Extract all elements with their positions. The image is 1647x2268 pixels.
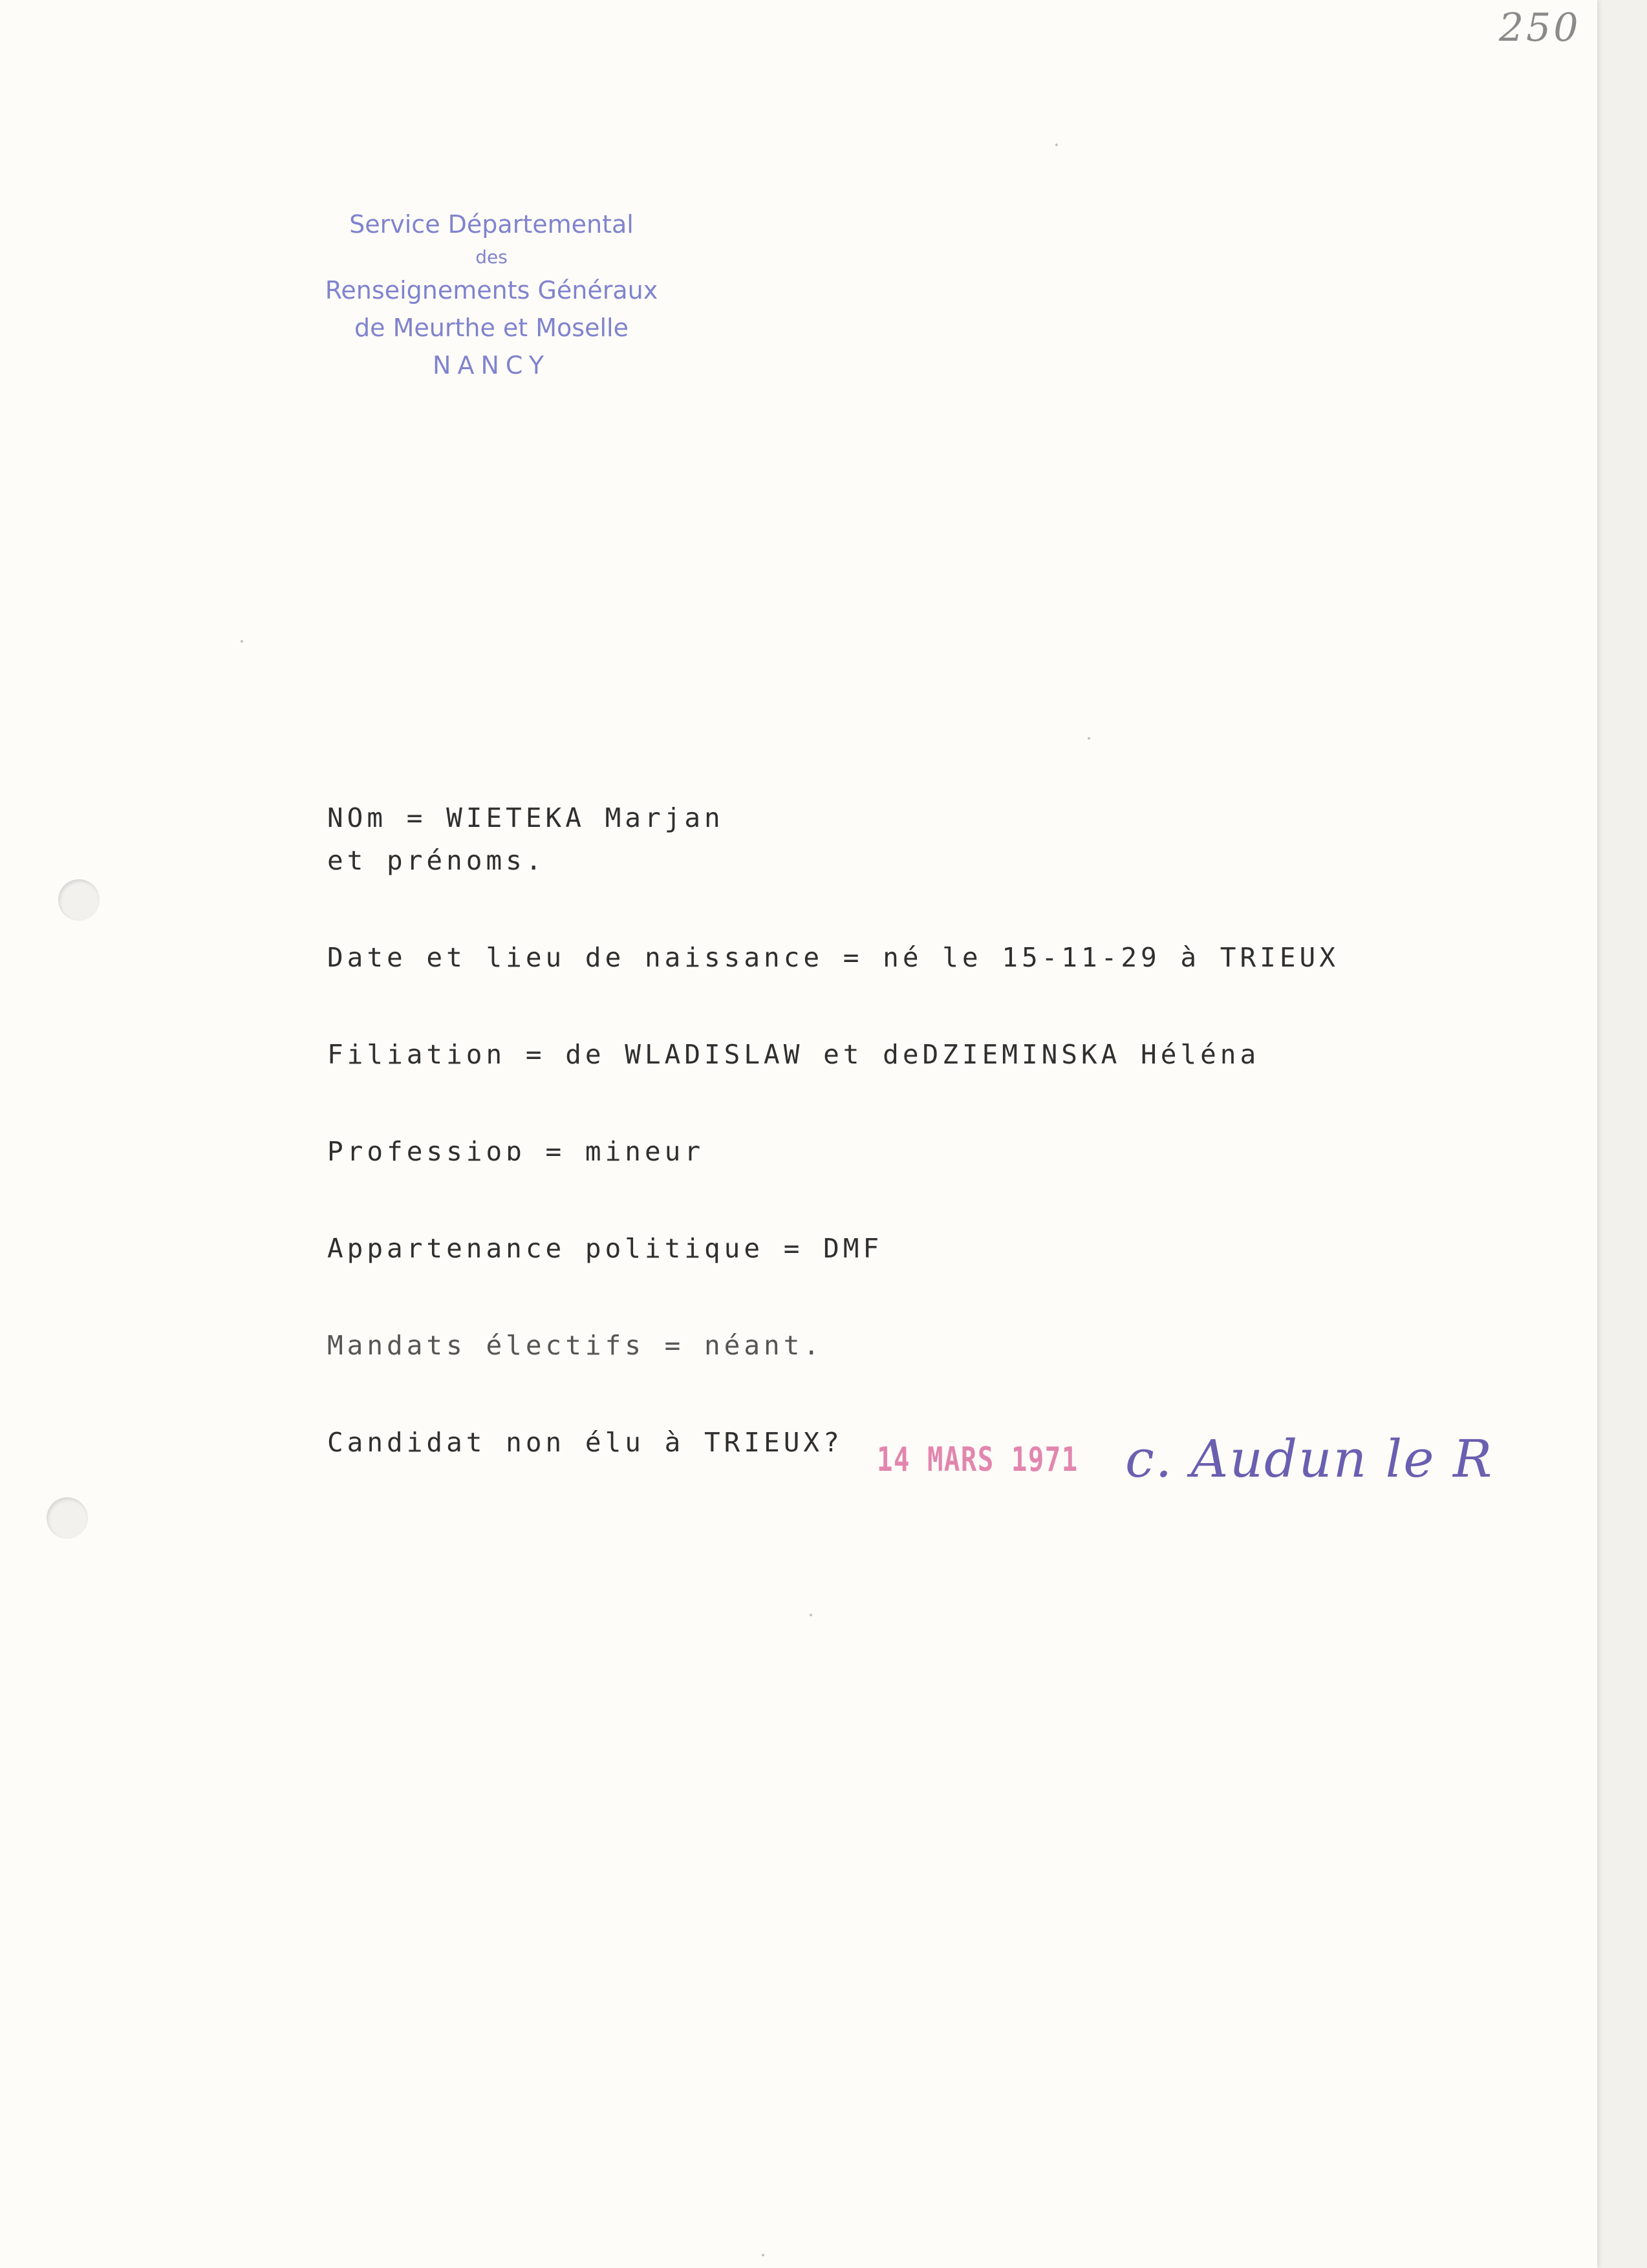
field-naissance: Date et lieu de naissance = né le 15-11-29 à TRIEUX bbox=[327, 942, 1339, 973]
service-stamp bbox=[323, 206, 660, 384]
field-profession: Professioɒ = mineur bbox=[327, 1136, 704, 1167]
field-appartenance-politique: Appartenance politique = DMF bbox=[327, 1233, 883, 1264]
date-stamp: 14 MARS 1971 bbox=[877, 1440, 1079, 1479]
handwritten-page-number: 250 bbox=[1499, 5, 1581, 50]
punch-hole-top bbox=[58, 879, 100, 921]
paper-speck bbox=[762, 2254, 764, 2256]
paper-speck bbox=[241, 640, 243, 643]
paper-speck bbox=[1055, 144, 1058, 146]
handwritten-annotation: c. Audun le R bbox=[1125, 1429, 1494, 1489]
field-prenoms: et prénoms. bbox=[327, 845, 546, 876]
paper-speck bbox=[1088, 737, 1090, 740]
stamp-line-departement: de Meurthe et Moselle bbox=[354, 314, 629, 342]
paper-speck bbox=[810, 1614, 812, 1616]
field-nom: NOm = WIETEKA Marjan bbox=[327, 802, 724, 833]
field-mandats-electifs: Mandats électifs = néant. bbox=[327, 1330, 824, 1361]
record-fields bbox=[327, 797, 1339, 1518]
stamp-line-city: NANCY bbox=[433, 351, 550, 380]
stamp-line-renseignements: Renseignements Généraux bbox=[325, 276, 658, 305]
field-filiation: Filiation = de WLADISLAW et deDZIEMINSKA Héléna bbox=[327, 1039, 1260, 1070]
stamp-line-service: Service Départemental bbox=[349, 210, 634, 239]
punch-hole-bottom bbox=[47, 1497, 88, 1539]
stamp-line-des: des bbox=[475, 246, 508, 268]
field-candidat: Candidat non élu à TRIEUX? bbox=[327, 1427, 843, 1458]
